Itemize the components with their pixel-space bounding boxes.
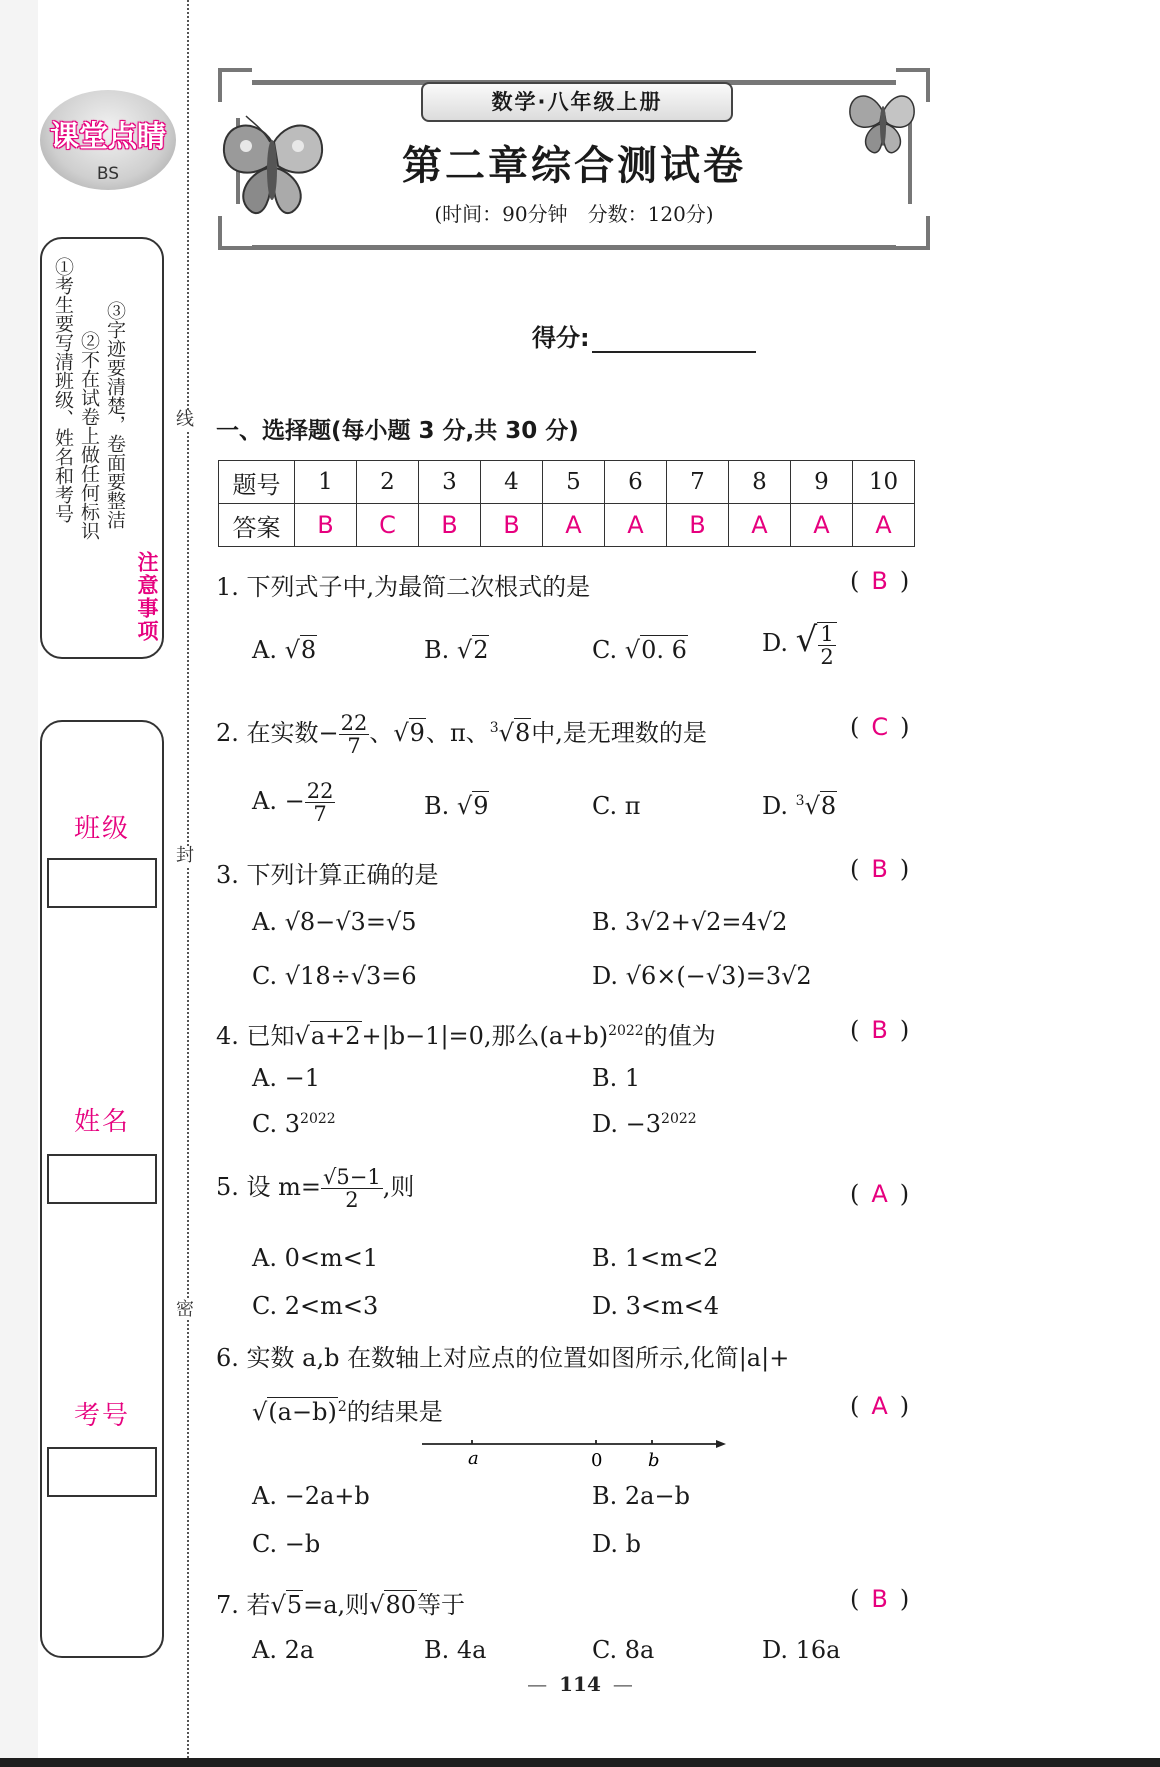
binding-cut-line <box>187 0 189 1758</box>
option-label: D. <box>762 629 796 657</box>
question-3-stem: 3. 下列计算正确的是 <box>216 861 439 889</box>
fraction <box>305 780 336 825</box>
question-number-cell: 2 <box>357 461 419 504</box>
question-5-stem <box>216 1166 414 1211</box>
answer-cell[interactable]: B <box>419 504 481 547</box>
exponent: 2022 <box>661 1111 697 1127</box>
radicand: a+2 <box>310 1022 361 1050</box>
answer-cell[interactable]: A <box>543 504 605 547</box>
question-4-option-d[interactable] <box>592 1110 697 1138</box>
answer-table <box>218 460 915 547</box>
radicand: 9 <box>409 719 425 747</box>
radicand: 2 <box>473 636 489 664</box>
fraction-denominator: 7 <box>347 734 361 758</box>
row-label-number: 题号 <box>219 461 295 504</box>
stem-text: 中,是无理数的是 <box>531 719 707 747</box>
stem-text: 4. 已知 <box>216 1022 295 1050</box>
answer-letter[interactable]: A <box>871 1392 888 1420</box>
page-dash-left: — <box>527 1672 548 1696</box>
page-dash-right: — <box>612 1672 633 1696</box>
answer-cell[interactable]: A <box>729 504 791 547</box>
frame-corner-top-left <box>218 68 252 102</box>
series-logo <box>40 90 176 190</box>
stem-text: ,则 <box>382 1173 415 1201</box>
page-number <box>0 1672 1160 1696</box>
question-number-cell: 8 <box>729 461 791 504</box>
radicand: 5 <box>286 1591 303 1619</box>
question-number-cell: 3 <box>419 461 481 504</box>
question-7-option-c[interactable]: C. 8a <box>592 1636 655 1664</box>
answer-letter[interactable]: B <box>871 855 888 883</box>
radicand: (a−b) <box>268 1398 337 1426</box>
question-number-cell: 9 <box>791 461 853 504</box>
radicand: 0. 6 <box>641 636 687 664</box>
question-2-option-d[interactable]: D. $^3$√8 <box>762 792 837 820</box>
stem-text: 5. 设 m= <box>216 1173 322 1201</box>
root-index: 3 <box>795 793 805 809</box>
answer-letter[interactable]: B <box>871 1585 888 1613</box>
option-label: D. −3 <box>592 1110 662 1138</box>
question-2-option-b[interactable]: B. √9 <box>424 792 489 820</box>
stem-text: 、 <box>369 719 394 747</box>
number-line-figure <box>420 1440 730 1480</box>
answer-letter[interactable]: B <box>871 1016 888 1044</box>
notice-title: 注意事项 <box>135 551 159 643</box>
answer-letter[interactable]: B <box>871 567 888 595</box>
answer-letter[interactable]: A <box>871 1180 888 1208</box>
exponent: 2022 <box>300 1111 336 1127</box>
answer-cell[interactable]: B <box>667 504 729 547</box>
answer-cell[interactable]: B <box>295 504 357 547</box>
radical-sign: √ <box>795 620 818 660</box>
page-number-value: 114 <box>559 1672 601 1696</box>
stem-text: 、π、 <box>425 719 490 747</box>
question-2-option-a[interactable] <box>252 780 335 825</box>
question-2-answer: ( C ) <box>850 713 910 741</box>
question-2-option-c[interactable]: C. π <box>592 792 641 820</box>
radicand: 8 <box>300 636 317 664</box>
bottom-bar <box>0 1758 1160 1767</box>
question-4-option-b[interactable]: B. 1 <box>592 1064 641 1092</box>
option-label: B. <box>424 636 457 664</box>
question-1-stem: 1. 下列式子中,为最简二次根式的是 <box>216 573 591 601</box>
exponent: 2022 <box>608 1023 644 1039</box>
stem-text: 的结果是 <box>346 1398 443 1426</box>
question-4-option-a[interactable]: A. −1 <box>252 1064 320 1092</box>
radicand: 80 <box>385 1591 416 1619</box>
table-row-answers <box>219 504 915 547</box>
question-2-stem: 2. 在实数− $\frac{22}{7}$ 、√9、π、$^3$√8中,是无理数的是 <box>216 711 707 758</box>
section-title: 一、选择题(每小题 3 分,共 30 分) <box>216 418 579 444</box>
cut-mark-secret: 密 <box>176 1299 194 1320</box>
answer-letter[interactable]: C <box>871 713 889 741</box>
fraction <box>339 712 370 757</box>
exam-time-score: (时间：90分钟 分数：120分) <box>434 202 714 226</box>
question-6-stem-line-2: $√(a-b)^2$的结果是 <box>252 1398 443 1426</box>
number-line-arrow-icon <box>716 1440 726 1448</box>
score-label: 得分: <box>532 324 590 352</box>
stem-text: +|b−1|=0,那么(a+b) <box>361 1022 609 1050</box>
option-label: A. <box>252 636 285 664</box>
stem-text: 的值为 <box>643 1022 716 1050</box>
stem-text: 2. 在实数− <box>216 719 339 747</box>
name-input-box[interactable] <box>47 1154 157 1204</box>
question-1-option-d[interactable] <box>762 620 837 668</box>
question-6-stem-line-1: 6. 实数 a,b 在数轴上对应点的位置如图所示,化简|a|+ <box>216 1344 790 1372</box>
question-number-cell: 5 <box>543 461 605 504</box>
question-6-option-c[interactable]: C. −b <box>252 1530 321 1558</box>
question-3-option-c[interactable]: C. √18÷√3=6 <box>252 962 417 990</box>
question-1-option-b[interactable]: B. √2 <box>424 636 489 664</box>
score-blank[interactable] <box>592 327 756 353</box>
question-4-answer: ( B ) <box>850 1016 910 1044</box>
fraction-numerator: 22 <box>340 711 368 735</box>
question-4-stem: 4. 已知√a+2+|b−1|=0,那么$(a+b)^{2022}$的值为 <box>216 1022 716 1050</box>
option-label: C. <box>592 636 625 664</box>
exam-header <box>214 66 934 256</box>
label-b: b <box>648 1450 660 1471</box>
row-label-answer: 答案 <box>219 504 295 547</box>
question-6-option-b[interactable]: B. 2a−b <box>592 1482 690 1510</box>
question-6-option-a[interactable]: A. −2a+b <box>252 1482 370 1510</box>
fraction-numerator: √5−1 <box>323 1165 381 1189</box>
label-zero: 0 <box>591 1450 603 1471</box>
class-label: 班级 <box>73 814 130 844</box>
question-6-answer: ( A ) <box>850 1392 910 1420</box>
question-5-answer: ( A ) <box>850 1180 910 1208</box>
notice-item-3: ③字迹要清楚，卷面要整洁 <box>104 301 126 529</box>
question-1-answer: ( B ) <box>850 567 910 595</box>
exam-title: 第二章综合测试卷 <box>402 142 746 189</box>
logo-title: 课堂点睛 <box>49 119 166 153</box>
answer-cell[interactable]: A <box>853 504 915 547</box>
question-1-option-c[interactable]: C. √0. 6 <box>592 636 687 664</box>
cut-mark-line: 线 <box>176 409 194 430</box>
question-number-cell: 7 <box>667 461 729 504</box>
cut-mark-seal: 封 <box>176 845 194 866</box>
notice-item-2: ②不在试卷上做任何标识 <box>78 331 100 540</box>
option-label: A. − <box>252 787 305 815</box>
question-5-option-a[interactable]: A. 0<m<1 <box>252 1244 379 1272</box>
question-5-option-b[interactable]: B. 1<m<2 <box>592 1244 719 1272</box>
radicand: 8 <box>514 719 531 747</box>
question-7-answer: ( B ) <box>850 1585 910 1613</box>
exam-number-input-box[interactable] <box>47 1447 157 1497</box>
option-label: C. 3 <box>252 1110 301 1138</box>
question-5-option-d[interactable]: D. 3<m<4 <box>592 1292 720 1320</box>
question-3-answer: ( B ) <box>850 855 910 883</box>
answer-cell[interactable]: A <box>791 504 853 547</box>
radicand: 9 <box>473 792 489 820</box>
fraction-denominator: 2 <box>820 644 834 669</box>
question-6-option-d[interactable]: D. b <box>592 1530 642 1558</box>
fraction-numerator: 1 <box>820 621 834 646</box>
fraction-denominator: 7 <box>313 802 327 826</box>
subject-tab: 数学·八年级上册 <box>421 82 733 122</box>
question-number-cell: 1 <box>295 461 357 504</box>
label-a: a <box>468 1448 479 1469</box>
score-field <box>532 318 756 353</box>
question-number-cell: 4 <box>481 461 543 504</box>
question-5-option-c[interactable]: C. 2<m<3 <box>252 1292 379 1320</box>
question-3-option-b[interactable]: B. 3√2+√2=4√2 <box>592 908 788 936</box>
name-label: 姓名 <box>73 1107 130 1137</box>
student-info-panel <box>40 720 164 1658</box>
fraction <box>321 1166 383 1211</box>
question-1-option-a[interactable]: A. √8 <box>252 636 317 664</box>
exam-number-label: 考号 <box>73 1401 130 1431</box>
question-4-option-c[interactable] <box>252 1110 336 1138</box>
stem-text: 等于 <box>417 1591 465 1619</box>
question-number-cell: 10 <box>853 461 915 504</box>
stem-text: 7. 若 <box>216 1591 271 1619</box>
question-7-option-b[interactable]: B. 4a <box>424 1636 487 1664</box>
root-index: 3 <box>489 720 499 736</box>
notice-box <box>40 237 164 659</box>
answer-cell[interactable]: B <box>481 504 543 547</box>
question-7-stem: 7. 若√5=a,则√80等于 <box>216 1591 465 1619</box>
table-row-numbers <box>219 461 915 504</box>
question-3-option-d[interactable]: D. √6×(−√3)=3√2 <box>592 962 812 990</box>
radicand: 8 <box>820 792 837 820</box>
fraction-denominator: 2 <box>345 1188 359 1212</box>
question-number-cell: 6 <box>605 461 667 504</box>
fraction <box>817 622 836 668</box>
logo-edition: BS <box>96 164 120 184</box>
question-7-option-a[interactable]: A. 2a <box>252 1636 315 1664</box>
answer-cell[interactable]: C <box>357 504 419 547</box>
option-label: D. <box>762 792 796 820</box>
answer-cell[interactable]: A <box>605 504 667 547</box>
stem-text: =a,则 <box>303 1591 370 1619</box>
question-7-option-d[interactable]: D. 16a <box>762 1636 841 1664</box>
option-label: B. <box>424 792 457 820</box>
notice-item-1: ①考生要写清班级、姓名和考号 <box>52 257 74 523</box>
question-3-option-a[interactable]: A. √8−√3=√5 <box>252 908 417 936</box>
fraction-numerator: 22 <box>306 779 334 803</box>
class-input-box[interactable] <box>47 858 157 908</box>
